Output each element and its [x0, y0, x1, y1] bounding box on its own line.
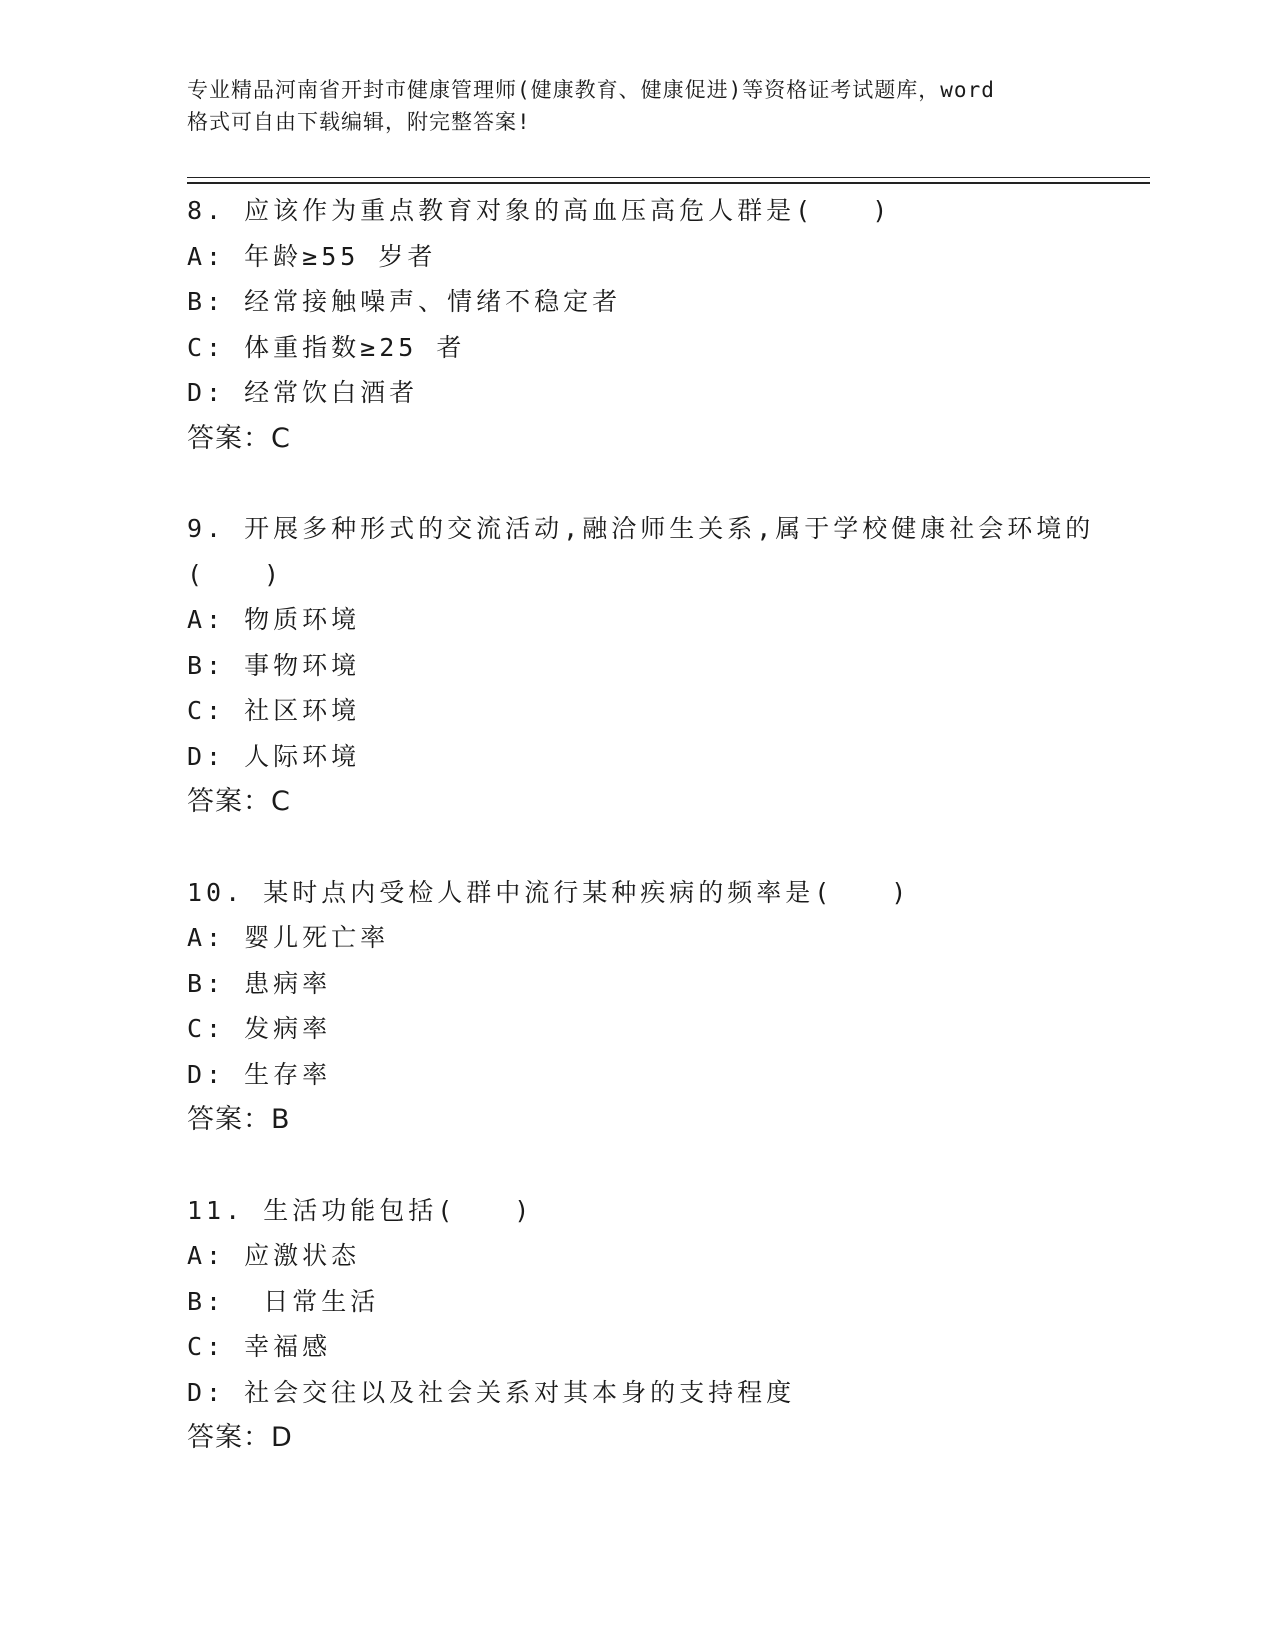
question-stem: 8. 应该作为重点教育对象的高血压高危人群是( )	[187, 196, 892, 225]
question-9	[187, 506, 1107, 825]
option-d: D: 经常饮白酒者	[187, 378, 419, 407]
question-stem: 9. 开展多种形式的交流活动,融洽师生关系,属于学校健康社会环境的( )	[187, 514, 1095, 589]
option-b: B: 患病率	[187, 968, 332, 998]
option-d: D: 人际环境	[187, 741, 361, 771]
header-divider-thick	[187, 182, 1150, 184]
answer: 答案：C	[187, 422, 291, 454]
header-divider-thin	[187, 177, 1150, 178]
option-d: D: 社会交往以及社会关系对其本身的支持程度	[187, 1377, 796, 1407]
option-c: C: 社区环境	[187, 696, 361, 725]
answer: 答案：B	[187, 1104, 291, 1135]
option-a: A: 应激状态	[187, 1241, 361, 1270]
option-b: B: 事物环境	[187, 650, 361, 680]
header-line-1: 专业精品河南省开封市健康管理师(健康教育、健康促进)等资格证考试题库，word	[187, 78, 995, 102]
question-stem: 11. 生活功能包括( )	[187, 1195, 534, 1225]
answer: 答案：C	[187, 786, 291, 817]
option-c: C: 幸福感	[187, 1332, 332, 1361]
question-8	[187, 188, 1107, 461]
option-d: D: 生存率	[187, 1059, 332, 1089]
option-c: C: 发病率	[187, 1014, 332, 1043]
option-b: B: 日常生活	[187, 1286, 380, 1316]
question-10	[187, 870, 1107, 1143]
question-11	[187, 1188, 1107, 1461]
option-a: A: 婴儿死亡率	[187, 923, 390, 952]
option-c: C: 体重指数≥25 者	[187, 332, 466, 362]
option-a: A: 年龄≥55 岁者	[187, 241, 437, 271]
option-a: A: 物质环境	[187, 605, 361, 634]
question-stem: 10. 某时点内受检人群中流行某种疾病的频率是( )	[187, 877, 911, 907]
document-header	[187, 74, 1087, 138]
header-line-2: 格式可自由下载编辑，附完整答案!	[187, 110, 531, 134]
option-b: B: 经常接触噪声、情绪不稳定者	[187, 287, 622, 316]
question-list	[187, 188, 1107, 1506]
answer: 答案：D	[187, 1422, 293, 1453]
